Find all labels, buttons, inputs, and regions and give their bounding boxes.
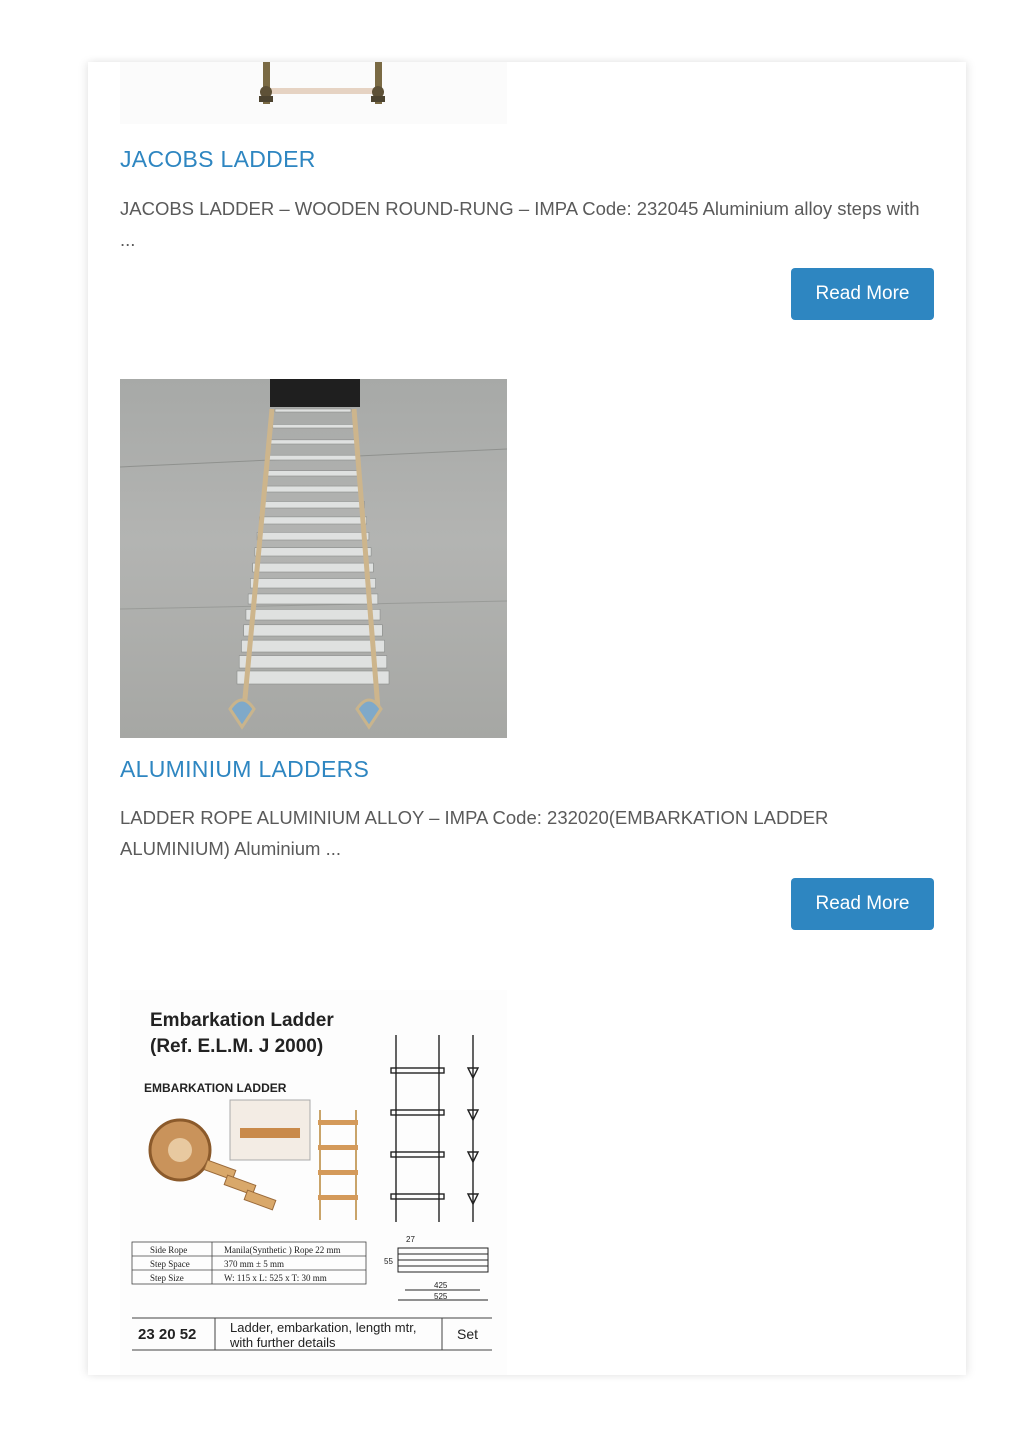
impa-code: 23 20 52 [138,1326,197,1343]
spec-label: Step Size [150,1273,184,1283]
dim-a-label: 425 [434,1281,448,1290]
embarkation-ladder-image[interactable] [120,990,507,1375]
spec-value: Manila(Synthetic ) Rope 22 mm [224,1245,341,1255]
post-excerpt: LADDER ROPE ALUMINIUM ALLOY – IMPA Code: 232020(EMBARKATION LADDER ALUMINIUM) Aluminium ... [120,807,829,859]
spec-label: Side Rope [150,1245,188,1255]
post-title[interactable]: JACOBS LADDER [120,146,316,172]
item-description-line2: with further details [230,1335,336,1350]
spec-value: 370 mm ± 5 mm [224,1259,284,1269]
dim-side-label: 55 [384,1257,393,1266]
read-more-button[interactable]: Read More [791,878,934,930]
post-embarkation-ladder [120,62,934,1375]
item-description-line1: Ladder, embarkation, length mtr, [230,1320,417,1335]
post-title[interactable]: ALUMINIUM LADDERS [120,756,370,782]
diagram-heading: Embarkation Ladder [150,1010,334,1031]
spec-label: Step Space [150,1259,190,1269]
post-excerpt: JACOBS LADDER – WOODEN ROUND-RUNG – IMPA Code: 232045 Aluminium alloy steps with ... [120,198,920,250]
item-unit: Set [457,1326,479,1342]
dim-b-label: 525 [434,1292,448,1301]
dim-angle-label: 27 [406,1235,415,1244]
spec-value: W: 115 x L: 525 x T: 30 mm [224,1273,327,1283]
read-more-button[interactable]: Read More [791,268,934,320]
diagram-reference: (Ref. E.L.M. J 2000) [150,1036,324,1057]
diagram-subheading: EMBARKATION LADDER [144,1081,287,1095]
posts-card [88,62,966,1375]
